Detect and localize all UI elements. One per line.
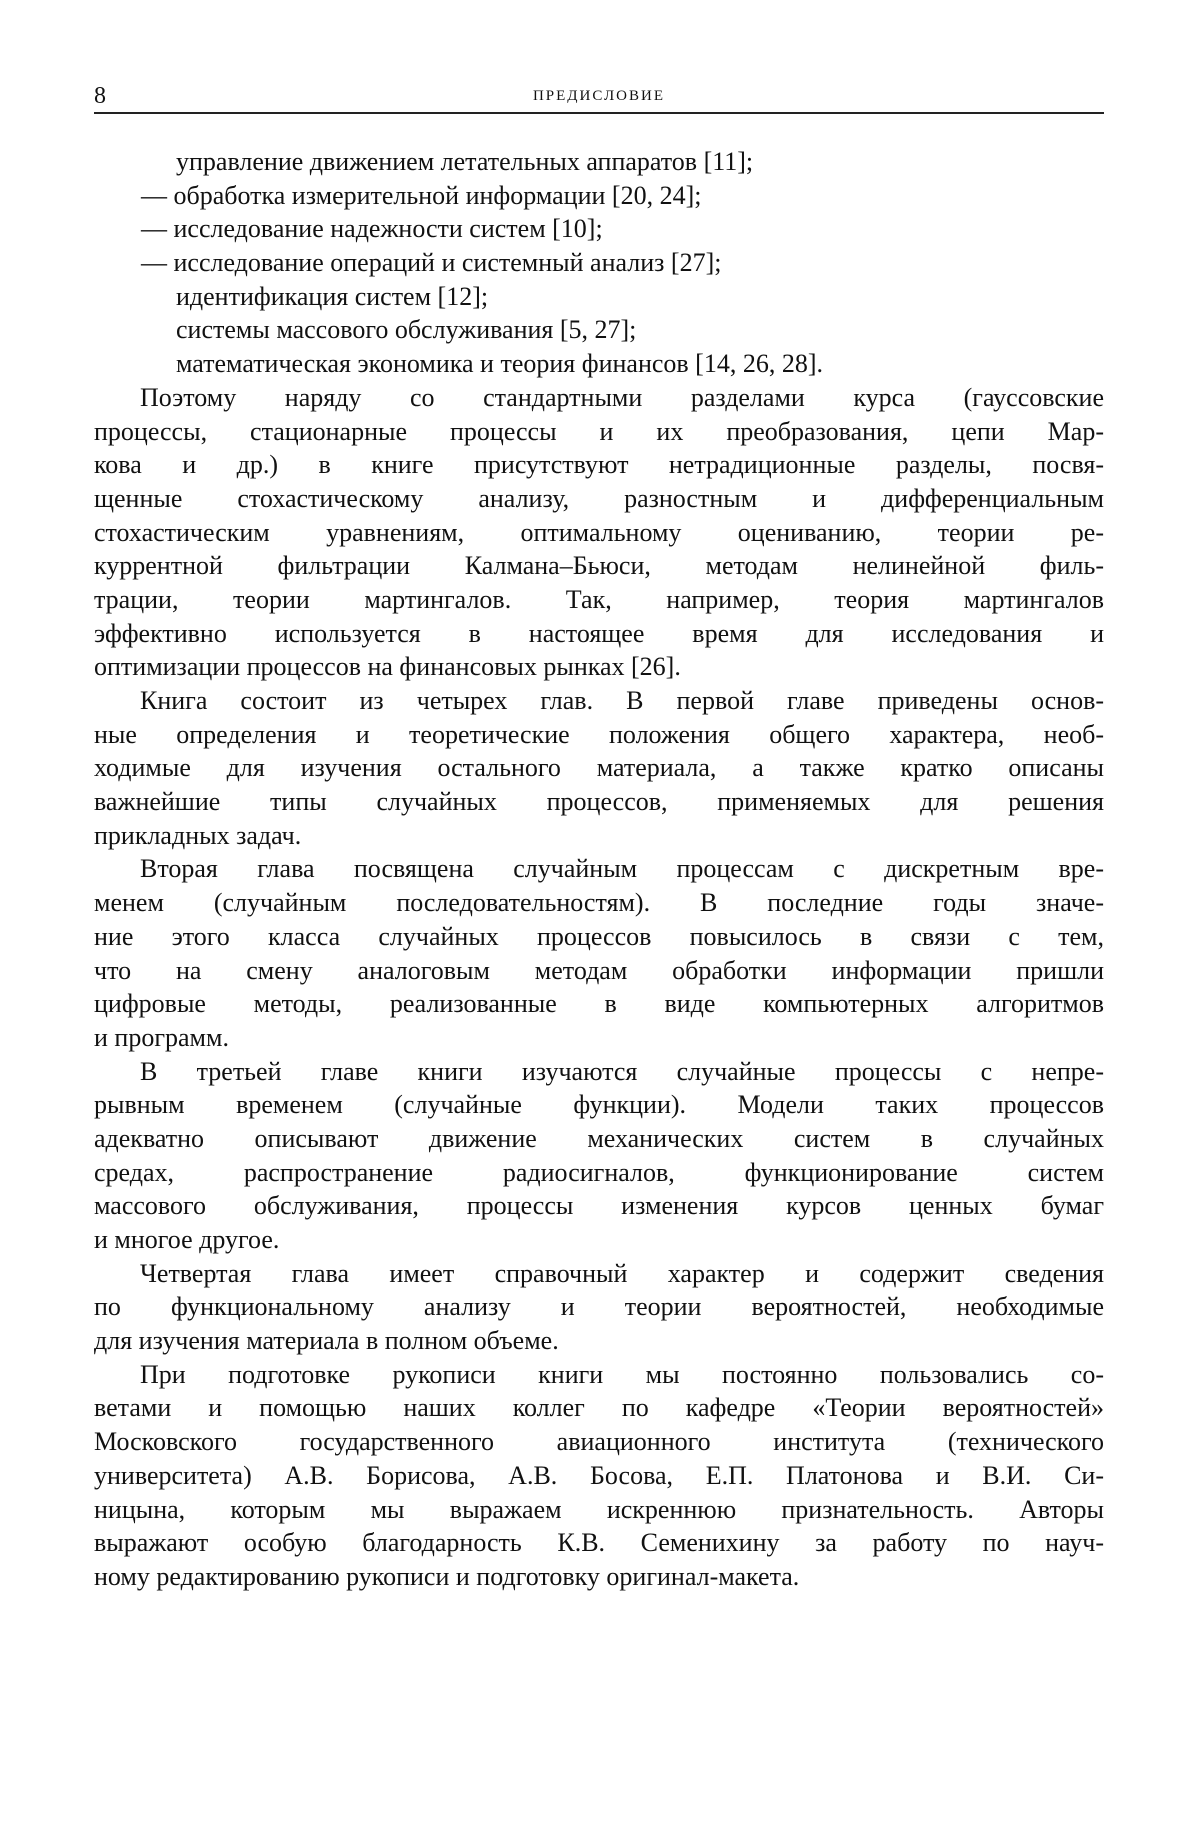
list-item: управление движением летательных аппаратов [11]; — [176, 147, 754, 176]
list-item: идентификация систем [12]; — [176, 281, 489, 311]
page-header — [94, 82, 1104, 114]
text-line: средах, распространение радиосигналов, функционирование систем — [94, 1157, 1104, 1187]
list-item: математическая экономика и теория финансов [14, 26, 28]. — [176, 349, 823, 379]
paragraph-acknowledgements — [94, 1358, 1104, 1594]
text-line: Вторая глава посвящена случайным процессам с дискретным вре- — [140, 854, 1104, 884]
paragraph-chapter-two — [94, 852, 1104, 1054]
text-line: Поэтому наряду со стандартными разделами курса (гауссовские — [140, 382, 1104, 412]
page-number: 8 — [94, 83, 106, 109]
text-line: кова и др.) в книге присутствуют нетрадиционные разделы, посвя- — [94, 450, 1104, 480]
text-line: рывным временем (случайные функции). Модели таких процессов — [94, 1090, 1104, 1120]
text-line: щенные стохастическому анализу, разностным и дифференциальным — [94, 483, 1104, 513]
text-line: ные определения и теоретические положения общего характера, необ- — [94, 719, 1104, 749]
text-line: ходимые для изучения остального материала, а также кратко описаны — [94, 753, 1104, 783]
text-line: массового обслуживания, процессы изменения курсов ценных бумаг — [94, 1191, 1104, 1221]
text-line: ние этого класса случайных процессов повысилось в связи с тем, — [94, 921, 1104, 951]
text-line: важнейшие типы случайных процессов, применяемых для решения — [94, 787, 1104, 817]
text-line: ветами и помощью наших коллег по кафедре «Теории вероятностей» — [94, 1393, 1104, 1423]
list-item: — исследование операций и системный анализ [27]; — [141, 248, 722, 278]
list-item: — обработка измерительной информации [20, 24]; — [141, 180, 702, 210]
text-line: по функциональному анализу и теории вероятностей, необходимые — [94, 1292, 1104, 1322]
text-line: выражают особую благодарность К.В. Семенихину за работу по науч- — [94, 1528, 1104, 1558]
text-line: оптимизации процессов на финансовых рынках [26]. — [94, 652, 681, 682]
text-line: адекватно описывают движение механических систем в случайных — [94, 1123, 1104, 1153]
paragraph-chapter-three — [94, 1055, 1104, 1257]
list-item: — исследование надежности систем [10]; — [141, 214, 603, 244]
text-line: ницына, которым мы выражаем искреннюю признательность. Авторы — [94, 1494, 1104, 1524]
text-line: цифровые методы, реализованные в виде компьютерных алгоритмов — [94, 989, 1104, 1019]
paragraph-book-structure — [94, 684, 1104, 852]
list-item: системы массового обслуживания [5, 27]; — [176, 315, 637, 345]
text-line: В третьей главе книги изучаются случайные процессы с непре- — [140, 1056, 1104, 1086]
text-line: и многое другое. — [94, 1225, 280, 1254]
application-list — [94, 145, 1104, 381]
text-line: При подготовке рукописи книги мы постоянно пользовались со- — [140, 1359, 1104, 1389]
text-line: эффективно используется в настоящее время для исследования и — [94, 618, 1104, 648]
text-line: трации, теории мартингалов. Так, например, теория мартингалов — [94, 584, 1104, 614]
text-line: университета) А.В. Борисова, А.В. Босова, Е.П. Платонова и В.И. Си- — [94, 1460, 1104, 1490]
text-line: Московского государственного авиационного института (технического — [94, 1427, 1104, 1457]
text-line: куррентной фильтрации Калмана–Бьюси, методам нелинейной филь- — [94, 551, 1104, 581]
text-line: менем (случайным последовательностям). В последние годы значе- — [94, 888, 1104, 918]
text-line: для изучения материала в полном объеме. — [94, 1326, 559, 1356]
text-line: процессы, стационарные процессы и их преобразования, цепи Мар- — [94, 416, 1104, 446]
text-line: прикладных задач. — [94, 820, 302, 850]
paragraph-chapter-four — [94, 1257, 1104, 1358]
paragraph-course-sections — [94, 381, 1104, 684]
text-line: и программ. — [94, 1022, 229, 1052]
running-head: ПРЕДИСЛОВИЕ — [532, 88, 666, 104]
text-line: стохастическим уравнениям, оптимальному оцениванию, теории ре- — [94, 517, 1104, 547]
text-line: что на смену аналоговым методам обработки информации пришли — [94, 955, 1104, 985]
text-line: ному редактированию рукописи и подготовку оригинал-макета. — [94, 1561, 800, 1591]
text-line: Книга состоит из четырех глав. В первой главе приведены основ- — [140, 686, 1104, 715]
text-line: Четвертая глава имеет справочный характер и содержит сведения — [140, 1258, 1104, 1288]
body-text — [94, 145, 1104, 1594]
